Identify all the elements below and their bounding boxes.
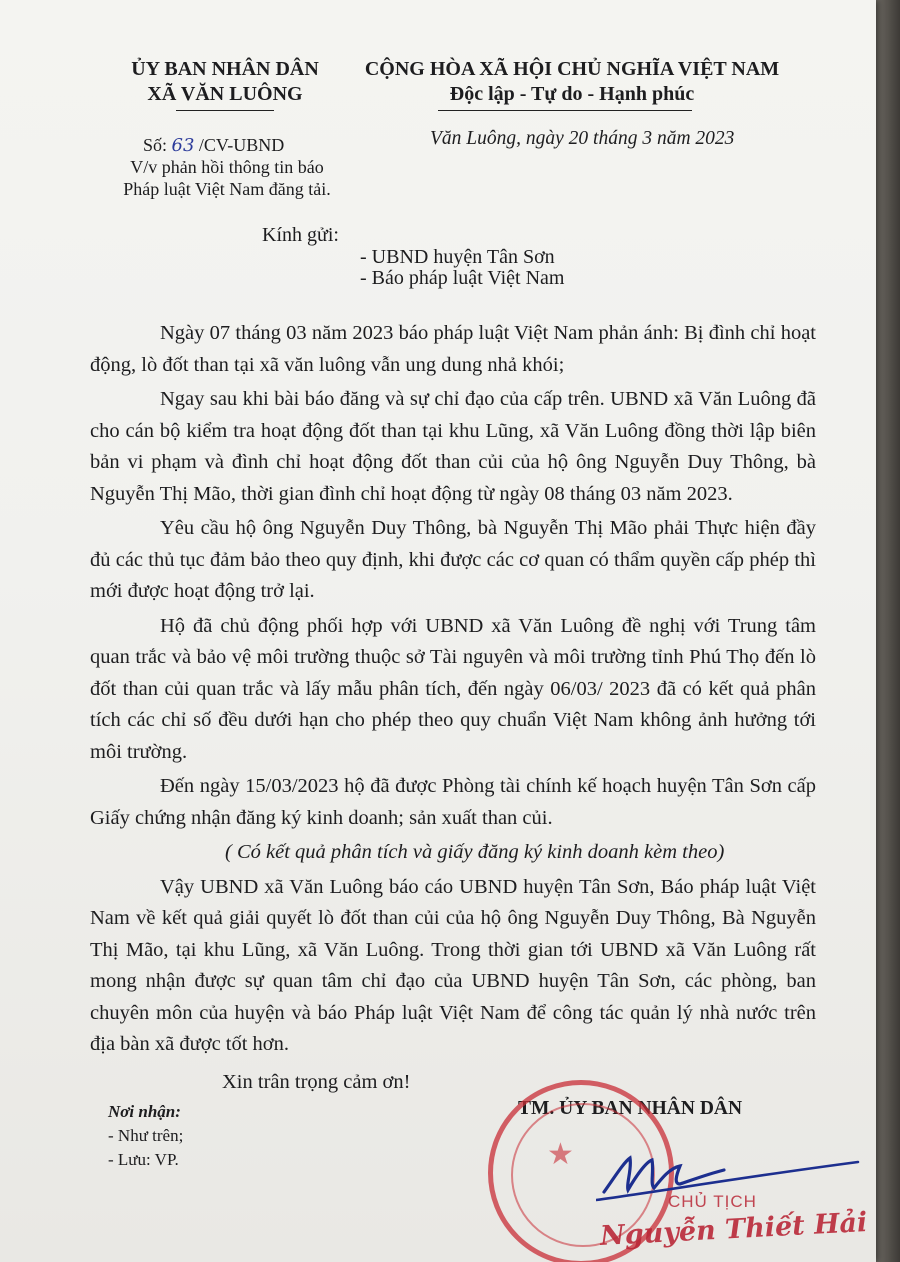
body-paragraph: Hộ đã chủ động phối hợp với UBND xã Văn Luông đề nghị với Trung tâm quan trắc và bảo vệ môi trường thuộc sở Tài nguyên và môi trường tỉnh Phú Thọ đến lò đốt than củi quan trắc và lấy mẫu phân tích, đến ngày 06/03/ 2023 đã có kết quả phân tích các chỉ số đều dưới hạn cho phép theo quy chuẩn Việt Nam không ảnh hưởng tới môi trường. (90, 614, 816, 763)
subject-line-2: Pháp luật Việt Nam đăng tải. (123, 179, 331, 199)
seal-star-icon: ★ (547, 1138, 574, 1171)
nation-title: CỘNG HÒA XÃ HỘI CHỦ NGHĨA VIỆT NAM (364, 58, 780, 80)
attachment-note: ( Có kết quả phân tích và giấy đăng ký kinh doanh kèm theo) (225, 841, 725, 863)
national-motto: Độc lập - Tự do - Hạnh phúc (449, 83, 695, 105)
on-behalf-label: TM. ỦY BAN NHÂN DÂN (518, 1098, 743, 1119)
addressee-label: Kính gửi: (262, 224, 339, 246)
header-left (110, 58, 340, 106)
recipients-label: Nơi nhận: (108, 1102, 181, 1121)
motto-underline (438, 110, 692, 111)
agency-name: ỦY BAN NHÂN DÂN (131, 58, 319, 80)
recipients-item: - Như trên; (108, 1126, 184, 1145)
signature-stroke (604, 1158, 724, 1192)
body-paragraph: Ngày 07 tháng 03 năm 2023 báo pháp luật Việt Nam phản ánh: Bị đình chỉ hoạt động, lò đốt than tại xã văn luông vẫn ung dung nhả khói; (90, 322, 816, 376)
conclusion-paragraph: Vậy UBND xã Văn Luông báo cáo UBND huyện Tân Sơn, Báo pháp luật Việt Nam về kết quả giải quyết lò đốt than củi của hộ ông Nguyễn Duy Thông, Bà Nguyễn Thị Mão, tại khu Lũng, xã Văn Luông. Trong thời gian tới UBND xã Văn Luông rất mong nhận được sự quan tâm chỉ đạo của UBND huyện Tân Sơn, các phòng, ban chuyên môn của huyện và báo Pháp luật Việt Nam để công tác quản lý nhà nước trên địa bàn xã được tốt hơn. (90, 875, 816, 1055)
addressee-recipient-1: - UBND huyện Tân Sơn (360, 246, 555, 268)
commune-name: XÃ VĂN LUÔNG (147, 83, 303, 105)
subject-line-1: V/v phản hồi thông tin báo (130, 157, 324, 177)
number-suffix: /CV-UBND (194, 135, 285, 155)
closing-line: Xin trân trọng cảm ơn! (222, 1070, 411, 1093)
subject (112, 156, 342, 200)
body-paragraph: Ngay sau khi bài báo đăng và sự chỉ đạo của cấp trên. UBND xã Văn Luông đã cho cán bộ kiểm tra hoạt động đốt than tại khu Lũng, xã Văn Luông đồng thời lập biên bản vi phạm và đình chỉ hoạt động đốt than củi của hộ ông Nguyễn Duy Thông, bà Nguyễn Thị Mão, thời gian đình chỉ hoạt động từ ngày 08 tháng 03 năm 2023. (90, 388, 816, 505)
signer-name: Nguyễn Thiết Hải (599, 1207, 869, 1252)
body-paragraph: Yêu cầu hộ ông Nguyễn Duy Thông, bà Nguyễn Thị Mão phải Thực hiện đầy đủ các thủ tục đảm bảo theo quy định, khi được các cơ quan có thẩm quyền cấp phép thì mới được hoạt động trở lại. (90, 517, 816, 602)
body-paragraph: Đến ngày 15/03/2023 hộ đã được Phòng tài chính kế hoạch huyện Tân Sơn cấp Giấy chứng nhận đăng ký kinh doanh; sản xuất than củi. (90, 775, 816, 829)
left-header-underline (176, 110, 274, 111)
letter-body (90, 318, 816, 1101)
recipients-block (108, 1100, 183, 1172)
signer-title: CHỦ TỊCH (668, 1192, 757, 1211)
document-number (143, 134, 284, 157)
recipients-item: - Lưu: VP. (108, 1150, 179, 1169)
number-prefix: Số: (143, 135, 172, 155)
place-and-date: Văn Luông, ngày 20 tháng 3 năm 2023 (430, 128, 735, 149)
addressee-recipient-2: - Báo pháp luật Việt Nam (360, 267, 565, 289)
header-right (352, 58, 792, 106)
number-handwritten: 63 (171, 135, 195, 156)
